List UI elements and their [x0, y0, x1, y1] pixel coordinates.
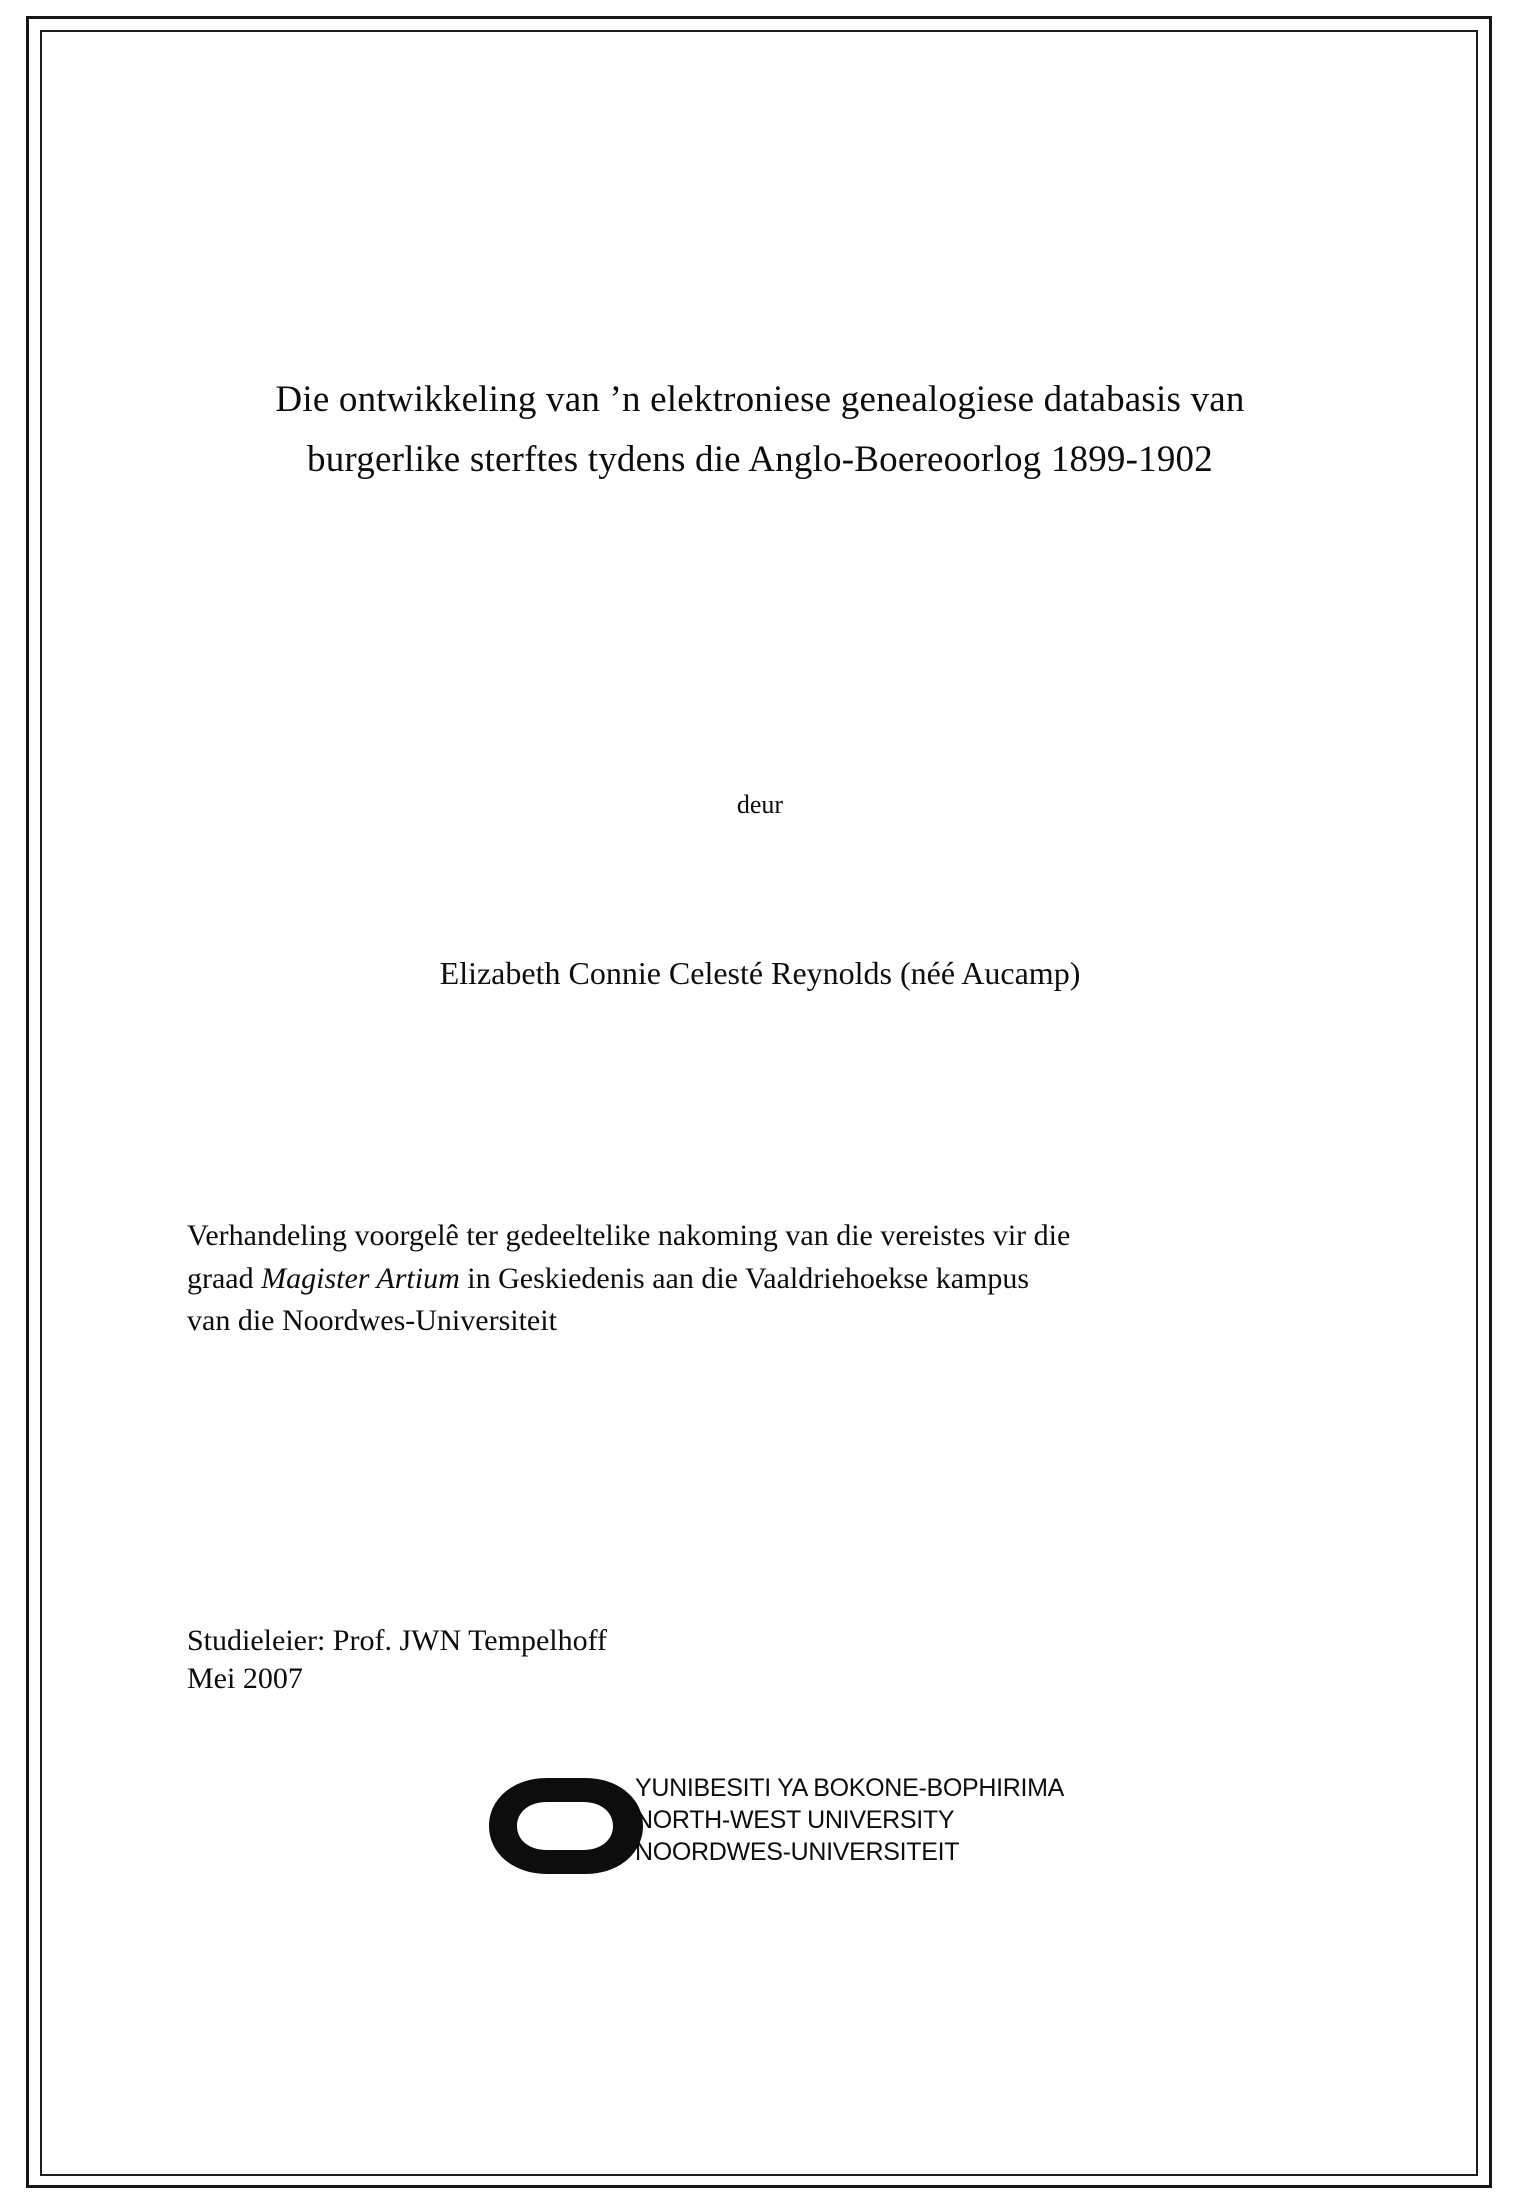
title-line-2: burgerlike sterftes tydens die Anglo-Boereoorlog 1899-1902 — [307, 438, 1213, 480]
degree-name: Magister Artium — [261, 1261, 460, 1295]
by-label: deur — [736, 790, 784, 819]
degree-statement-line-2-post: in Geskiedenis aan die Vaaldriehoekse kampus — [459, 1261, 1030, 1295]
supervisor-line: Studieleier: Prof. JWN Tempelhoff — [187, 1624, 608, 1657]
logo-text-line-1: YUNIBESITI YA BOKONE-BOPHIRIMA — [635, 1774, 1065, 1802]
date-line: Mei 2007 — [187, 1662, 303, 1695]
university-logo-block — [475, 1768, 1175, 1888]
degree-statement-line-2-pre: graad — [187, 1261, 262, 1295]
logo-text-line-3: NOORDWES-UNIVERSITEIT — [635, 1838, 960, 1866]
page-title — [185, 370, 1335, 490]
degree-statement-line-3: van die Noordwes-Universiteit — [187, 1304, 557, 1338]
degree-statement-line-2 — [187, 1258, 1322, 1301]
degree-statement — [187, 1215, 1322, 1343]
degree-statement-line-1: Verhandeling voorgelê ter gedeeltelike nakoming van die vereistes vir die — [187, 1219, 1071, 1252]
page-content — [150, 0, 1370, 2206]
logo-text-line-2: NORTH-WEST UNIVERSITY — [635, 1806, 955, 1834]
title-line-1: Die ontwikkeling van ’n elektroniese genealogiese databasis van — [275, 379, 1245, 420]
university-logo-text — [635, 1772, 1175, 1868]
author-name: Elizabeth Connie Celesté Reynolds (néé Aucamp) — [439, 955, 1081, 991]
